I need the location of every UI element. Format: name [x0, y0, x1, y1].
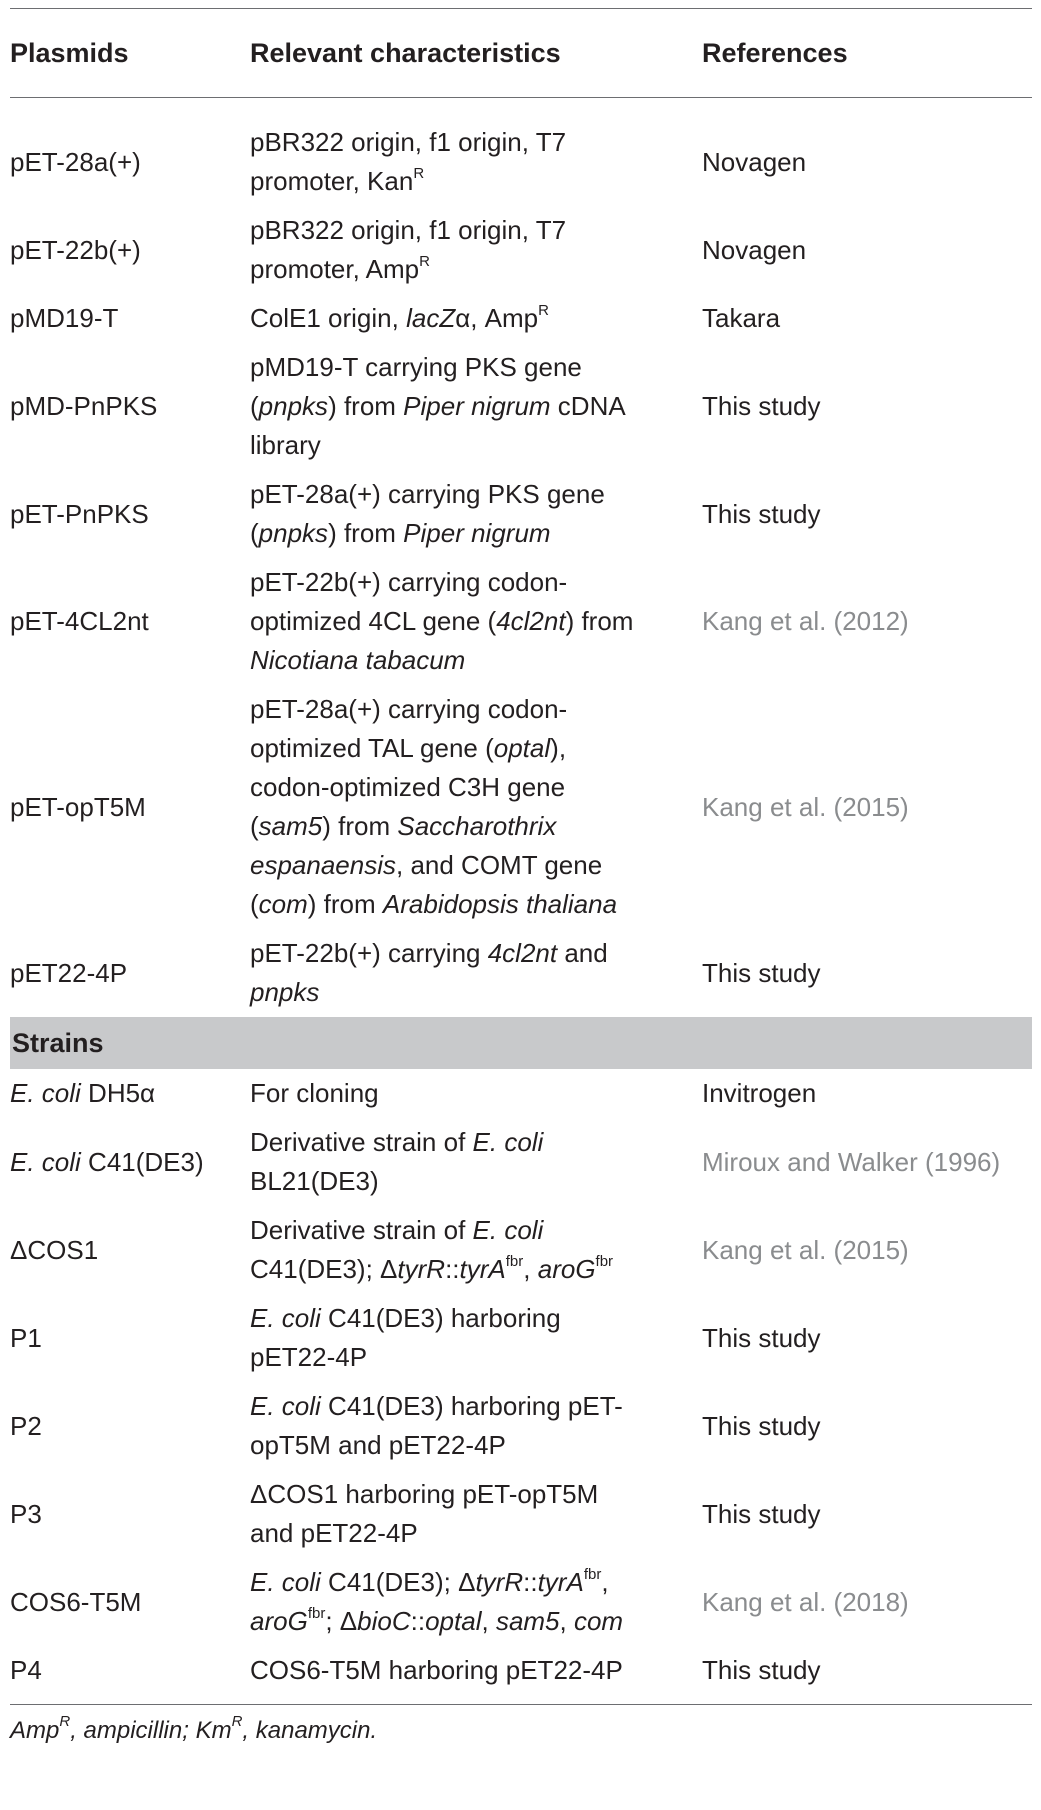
plasmid-row: [10, 294, 1032, 343]
cell-characteristics: For cloning: [250, 1078, 379, 1108]
cell-characteristics: pBR322 origin, f1 origin, T7 promoter, Amp$^R$: [250, 215, 567, 284]
cell-reference: Novagen: [702, 146, 807, 177]
cell-characteristics: pET-28a(+) carrying PKS gene (pnpks) from Piper nigrum: [250, 479, 605, 548]
plasmids-strains-table-wrap: [10, 8, 1032, 1745]
header-relevant-characteristics: Relevant characteristics: [250, 9, 702, 98]
header-row: [10, 9, 1032, 98]
strain-row: [10, 1294, 1032, 1382]
cell-reference-link[interactable]: Miroux and Walker (1996): [702, 1146, 1001, 1177]
cell-reference: This study: [702, 1322, 821, 1353]
cell-name: ΔCOS1: [10, 1234, 99, 1265]
spacer-row: [10, 98, 1032, 119]
cell-characteristics: pET-22b(+) carrying codon- optimized 4CL gene (4cl2nt) from Nicotiana tabacum: [250, 567, 634, 675]
cell-characteristics: ColE1 origin, lacZα, Amp$^R$: [250, 302, 549, 333]
cell-name: pET-PnPKS: [10, 498, 149, 529]
cell-characteristics: COS6-T5M harboring pET22-4P: [250, 1655, 623, 1685]
strains-section-heading: Strains: [10, 1017, 1032, 1069]
table-body: [10, 98, 1032, 1705]
strain-row: [10, 1069, 1032, 1118]
strain-row: [10, 1558, 1032, 1646]
cell-reference: Novagen: [702, 234, 807, 265]
cell-characteristics: pMD19-T carrying PKS gene (pnpks) from Piper nigrum cDNA library: [250, 352, 626, 460]
cell-reference: Takara: [702, 303, 781, 333]
cell-reference-link[interactable]: Kang et al. (2012): [702, 606, 909, 636]
cell-characteristics: pET-28a(+) carrying codon- optimized TAL gene (optal), codon-optimized C3H gene (sam5) from Saccharothrix espanaensis, and COMT gene (com) from Arabidopsis thaliana: [250, 694, 618, 919]
cell-reference: This study: [702, 1498, 821, 1529]
cell-name: pMD19-T: [10, 303, 119, 333]
cell-name: P2: [10, 1410, 42, 1441]
cell-characteristics: E. coli C41(DE3); ΔtyrR::tyrA$^{fbr}$, aroG$^{fbr}$; ΔbioC::optal, sam5, com: [250, 1566, 624, 1636]
cell-characteristics: pBR322 origin, f1 origin, T7 promoter, Kan$^R$: [250, 127, 567, 196]
cell-reference: Invitrogen: [702, 1078, 817, 1108]
cell-reference-link[interactable]: Kang et al. (2015): [702, 1234, 909, 1265]
plasmid-row: [10, 118, 1032, 206]
cell-reference: This study: [702, 498, 821, 529]
cell-reference-link[interactable]: Kang et al. (2015): [702, 791, 909, 822]
cell-characteristics: Derivative strain of E. coli BL21(DE3): [250, 1127, 544, 1196]
cell-name: COS6-T5M: [10, 1586, 142, 1617]
cell-characteristics: E. coli C41(DE3) harboring pET22-4P: [250, 1303, 561, 1372]
cell-name: pET22-4P: [10, 957, 128, 988]
strain-row: [10, 1470, 1032, 1558]
strain-row: [10, 1206, 1032, 1294]
cell-reference: This study: [702, 957, 821, 988]
plasmid-row: [10, 343, 1032, 470]
cell-name: P3: [10, 1498, 42, 1529]
header-references: References: [702, 9, 1032, 98]
cell-characteristics: pET-22b(+) carrying 4cl2nt and pnpks: [250, 938, 608, 1007]
cell-name: pET-28a(+): [10, 146, 141, 177]
cell-characteristics: ΔCOS1 harboring pET-opT5M and pET22-4P: [250, 1479, 599, 1548]
plasmid-row: [10, 206, 1032, 294]
cell-name: pET-4CL2nt: [10, 606, 149, 636]
plasmid-row: [10, 929, 1032, 1017]
strain-row: [10, 1646, 1032, 1704]
strain-row: [10, 1382, 1032, 1470]
cell-name: pET-opT5M: [10, 791, 146, 822]
plasmids-strains-table: [10, 8, 1032, 1704]
cell-name: E. coli DH5α: [10, 1078, 156, 1108]
plasmid-row: [10, 685, 1032, 929]
header-plasmids: Plasmids: [10, 9, 250, 98]
cell-reference-link[interactable]: Kang et al. (2018): [702, 1586, 909, 1617]
cell-name: E. coli C41(DE3): [10, 1146, 204, 1177]
cell-name: P1: [10, 1322, 42, 1353]
strain-row: [10, 1118, 1032, 1206]
cell-name: P4: [10, 1655, 42, 1685]
cell-characteristics: Derivative strain of E. coli C41(DE3); ΔtyrR::tyrA$^{fbr}$, aroG$^{fbr}$: [250, 1215, 614, 1284]
plasmid-row: [10, 470, 1032, 558]
plasmid-row: [10, 558, 1032, 685]
cell-name: pMD-PnPKS: [10, 391, 158, 421]
cell-reference: This study: [702, 391, 821, 421]
cell-name: pET-22b(+): [10, 234, 141, 265]
cell-characteristics: E. coli C41(DE3) harboring pET- opT5M and pET22-4P: [250, 1391, 623, 1460]
strains-section-row: [10, 1017, 1032, 1069]
cell-reference: This study: [702, 1655, 821, 1685]
cell-reference: This study: [702, 1410, 821, 1441]
table-footnote: Amp$^R$, ampicillin; $Km^R$, kanamycin.: [10, 1713, 378, 1744]
